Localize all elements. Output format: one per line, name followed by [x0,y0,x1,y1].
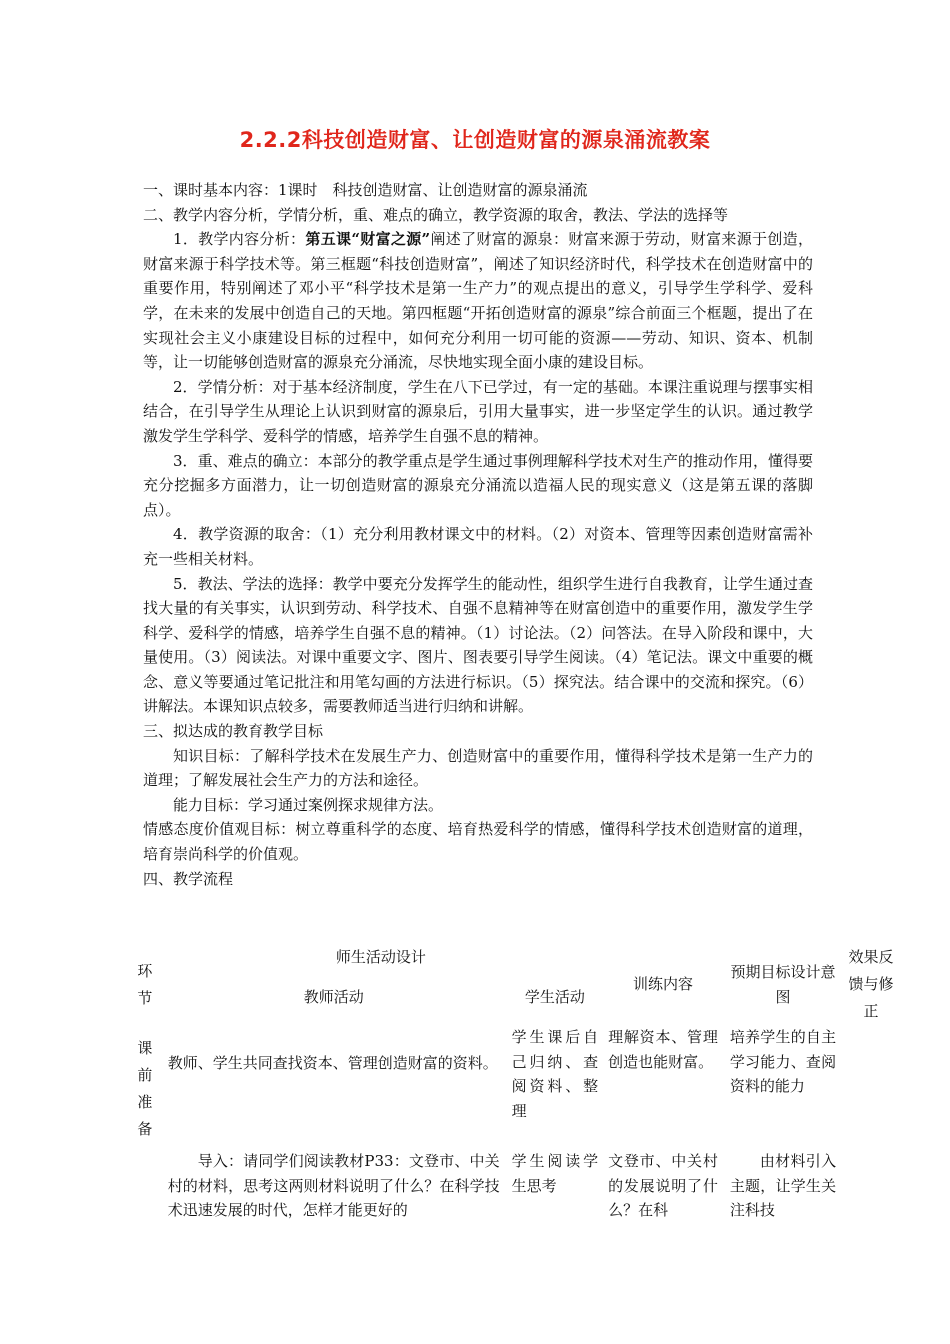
row-env [130,1143,160,1223]
row-student: 学生课后自己归纳、查阅资料、整理 [511,1028,599,1120]
paragraph-methods: 5．教法、学法的选择：教学中要充分发挥学生的能动性，组织学生进行自我教育，让学生通过查找大量的有关事实，认识到劳动、科学技术、自强不息精神等在财富创造中的重要作用，激发学生学科学、爱科学的情感，培养学生自强不息的精神。（1）讨论法。（2）问答法。在导入阶段和课中，大量使用。（3）阅读法。对课中重要文字、图片、图表要引导学生阅读。（4）笔记法。课文中重要的概念、意义等要通过笔记批注和用笔勾画的方法进行标识。（5）探究法。结合课中的交流和探究。（6）讲解法。本课知识点较多，需要教师适当进行归纳和讲解。 [143,574,813,716]
header-env: 环节 [137,961,153,1007]
header-train: 训练内容 [632,975,693,994]
paragraph-resources: 4．教学资源的取舍：（1）充分利用教材课文中的材料。（2）对资本、管理等因素创造财富需补充一些相关材料。 [143,525,813,568]
section-2-heading: 二、教学内容分析，学情分析，重、难点的确立，教学资源的取舍，教法、学法的选择等 [143,205,729,224]
goal-ability: 能力目标：学习通过案例探求规律方法。 [173,795,444,814]
row-env: 课前准备 [137,1039,153,1138]
section-1-heading: 一、课时基本内容：1课时 科技创造财富、让创造财富的源泉涌流 [143,181,588,199]
goal-knowledge: 知识目标：了解科学技术在发展生产力、创造财富中的重要作用，懂得科学技术是第一生产力的道理；了解发展社会生产力的方法和途径。 [143,746,813,790]
header-feedback: 效果反馈与修正 [848,948,894,1020]
paragraph-student-analysis: 2．学情分析：对于基本经济制度，学生在八下已学过，有一定的基础。本课注重说理与摆事实相结合，在引导学生从理论上认识到财富的源泉后，引用大量事实，进一步坚定学生的认识。通过教学激发学生学科学、爱科学的情感，培养学生自强不息的精神。 [143,377,813,445]
document-title: 2.2.2科技创造财富、让创造财富的源泉涌流教案 [239,128,711,152]
row-train: 文登市、中关村的发展说明了什么？在科 [608,1152,718,1220]
row-teacher: 导入：请同学们阅读教材P33：文登市、中关村的材料，思考这两则材料说明了什么？在科学技术迅速发展的时代，怎样才能更好的 [167,1152,500,1220]
header-teacher: 教师活动 [303,988,364,1007]
row-teacher: 教师、学生共同查找资本、管理创造财富的资料。 [167,1054,498,1072]
row-train: 理解资本、管理创造也能财富。 [608,1028,718,1071]
row-student: 学生阅读学生思考 [511,1152,599,1195]
document-body [143,178,813,891]
table-header-row-1 [130,944,900,970]
section-4-heading: 四、教学流程 [143,869,234,888]
row-feedback [842,1143,900,1223]
teaching-flow-table [130,944,900,1223]
goal-emotion: 情感态度价值观目标：树立尊重科学的态度、培育热爱科学的情感，懂得科学技术创造财富的道理，培育崇尚科学的价值观。 [143,820,813,864]
row-goal: 培养学生的自主学习能力、查阅资料的能力 [729,1028,837,1096]
section-3-heading: 三、拟达成的教育教学目标 [143,722,324,741]
paragraph-content-analysis [143,227,813,375]
table-row [130,1143,900,1223]
header-design: 师生活动设计 [335,947,426,966]
header-goal: 预期目标设计意图 [730,962,836,1006]
table-row [130,1025,900,1143]
header-student: 学生活动 [524,988,585,1007]
paragraph-rest: 阐述了财富的源泉：财富来源于劳动，财富来源于创造，财富来源于科学技术等。第三框题“科技创造财富”，阐述了知识经济时代，科学技术在创造财富中的重要作用，特别阐述了邓小平“科学技术是第一生产力”的观点提出的意义，引导学生学科学、爱科学，在未来的发展中创造自己的天地。第四框题“开拓创造财富的源泉”综合前面三个框题，提出了在实现社会主义小康建设目标的过程中，如何充分利用一切可能的资源——劳动、知识、资本、机制等，让一切能够创造财富的源泉充分涌流，尽快地实现全面小康的建设目标。 [143,230,813,372]
row-goal: 由材料引入主题，让学生关注科技 [729,1152,837,1220]
lesson-name-bold: 第五课“财富之源” [305,230,431,249]
paragraph-lead: 1．教学内容分析： [173,230,306,249]
paragraph-key-points: 3．重、难点的确立：本部分的教学重点是学生通过事例理解科学技术对生产的推动作用，懂得要充分挖掘多方面潜力，让一切创造财富的源泉充分涌流以造福人民的现实意义（这是第五课的落脚点）。 [143,451,813,519]
row-feedback [842,1025,900,1143]
